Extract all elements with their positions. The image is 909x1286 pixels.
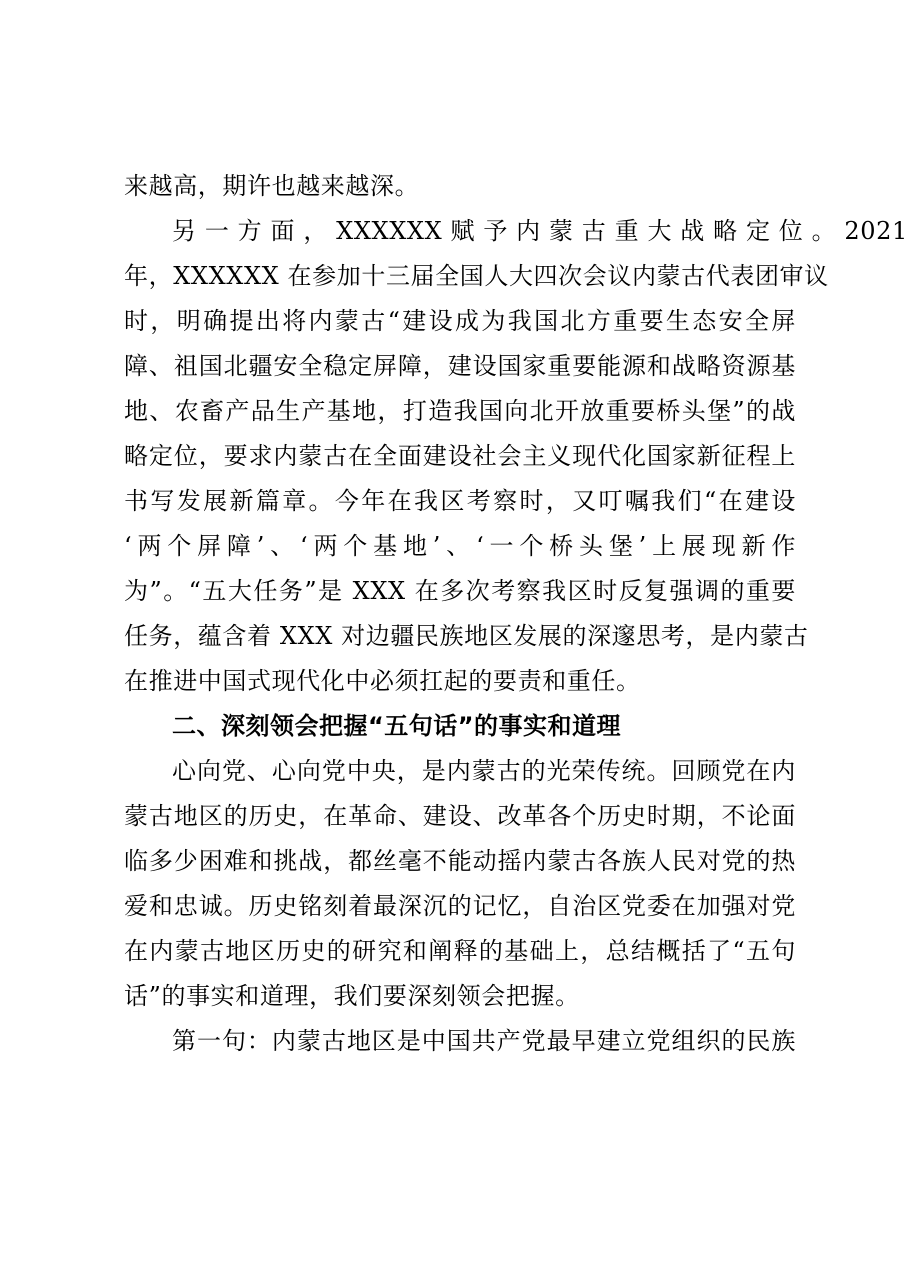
paragraph-line: 蒙古地区的历史，在革命、建设、改革各个历史时期，不论面	[124, 802, 796, 830]
section-heading: 二、深刻领会把握“五句话”的事实和道理	[172, 712, 622, 740]
paragraph-line: 地、农畜产品生产基地，打造我国向北开放重要桥头堡”的战	[124, 397, 796, 425]
paragraph-line: 在推进中国式现代化中必须扛起的要责和重任。	[124, 667, 641, 695]
paragraph-line: 年，XXXXXX 在参加十三届全国人大四次会议内蒙古代表团审议	[124, 262, 829, 290]
document-body	[124, 164, 908, 1064]
paragraph-line: 书写发展新篇章。今年在我区考察时，又叮嘱我们“在建设	[124, 487, 796, 515]
paragraph-line: 临多少困难和挑战，都丝毫不能动摇内蒙古各族人民对党的热	[124, 847, 796, 875]
paragraph-line: 时，明确提出将内蒙古“建设成为我国北方重要生态安全屏	[124, 307, 796, 335]
paragraph-line: 任务，蕴含着 XXX 对边疆民族地区发展的深邃思考，是内蒙古	[124, 622, 809, 650]
paragraph-line: 略定位，要求内蒙古在全面建设社会主义现代化国家新征程上	[124, 442, 796, 470]
paragraph-line: 在内蒙古地区历史的研究和阐释的基础上，总结概括了“五句	[124, 937, 796, 965]
paragraph-line: 另 一 方 面 ， XXXXXX 赋 予 内 蒙 古 重 大 战 略 定 位 。 2021	[172, 217, 908, 245]
paragraph-line: ‘两个屏障’、‘两个基地’、‘一个桥头堡’上展现新作	[124, 532, 796, 560]
paragraph-line: 来越高，期许也越来越深。	[124, 172, 420, 200]
paragraph-line: 爱和忠诚。历史铭刻着最深沉的记忆，自治区党委在加强对党	[124, 892, 796, 920]
paragraph-line: 第一句：内蒙古地区是中国共产党最早建立党组织的民族	[172, 1027, 796, 1055]
paragraph-line: 障、祖国北疆安全稳定屏障，建设国家重要能源和战略资源基	[124, 352, 796, 380]
paragraph-line: 话”的事实和道理，我们要深刻领会把握。	[124, 982, 580, 1010]
paragraph-line: 为”。“五大任务”是 XXX 在多次考察我区时反复强调的重要	[124, 577, 796, 605]
paragraph-line: 心向党、心向党中央，是内蒙古的光荣传统。回顾党在内	[172, 757, 796, 785]
